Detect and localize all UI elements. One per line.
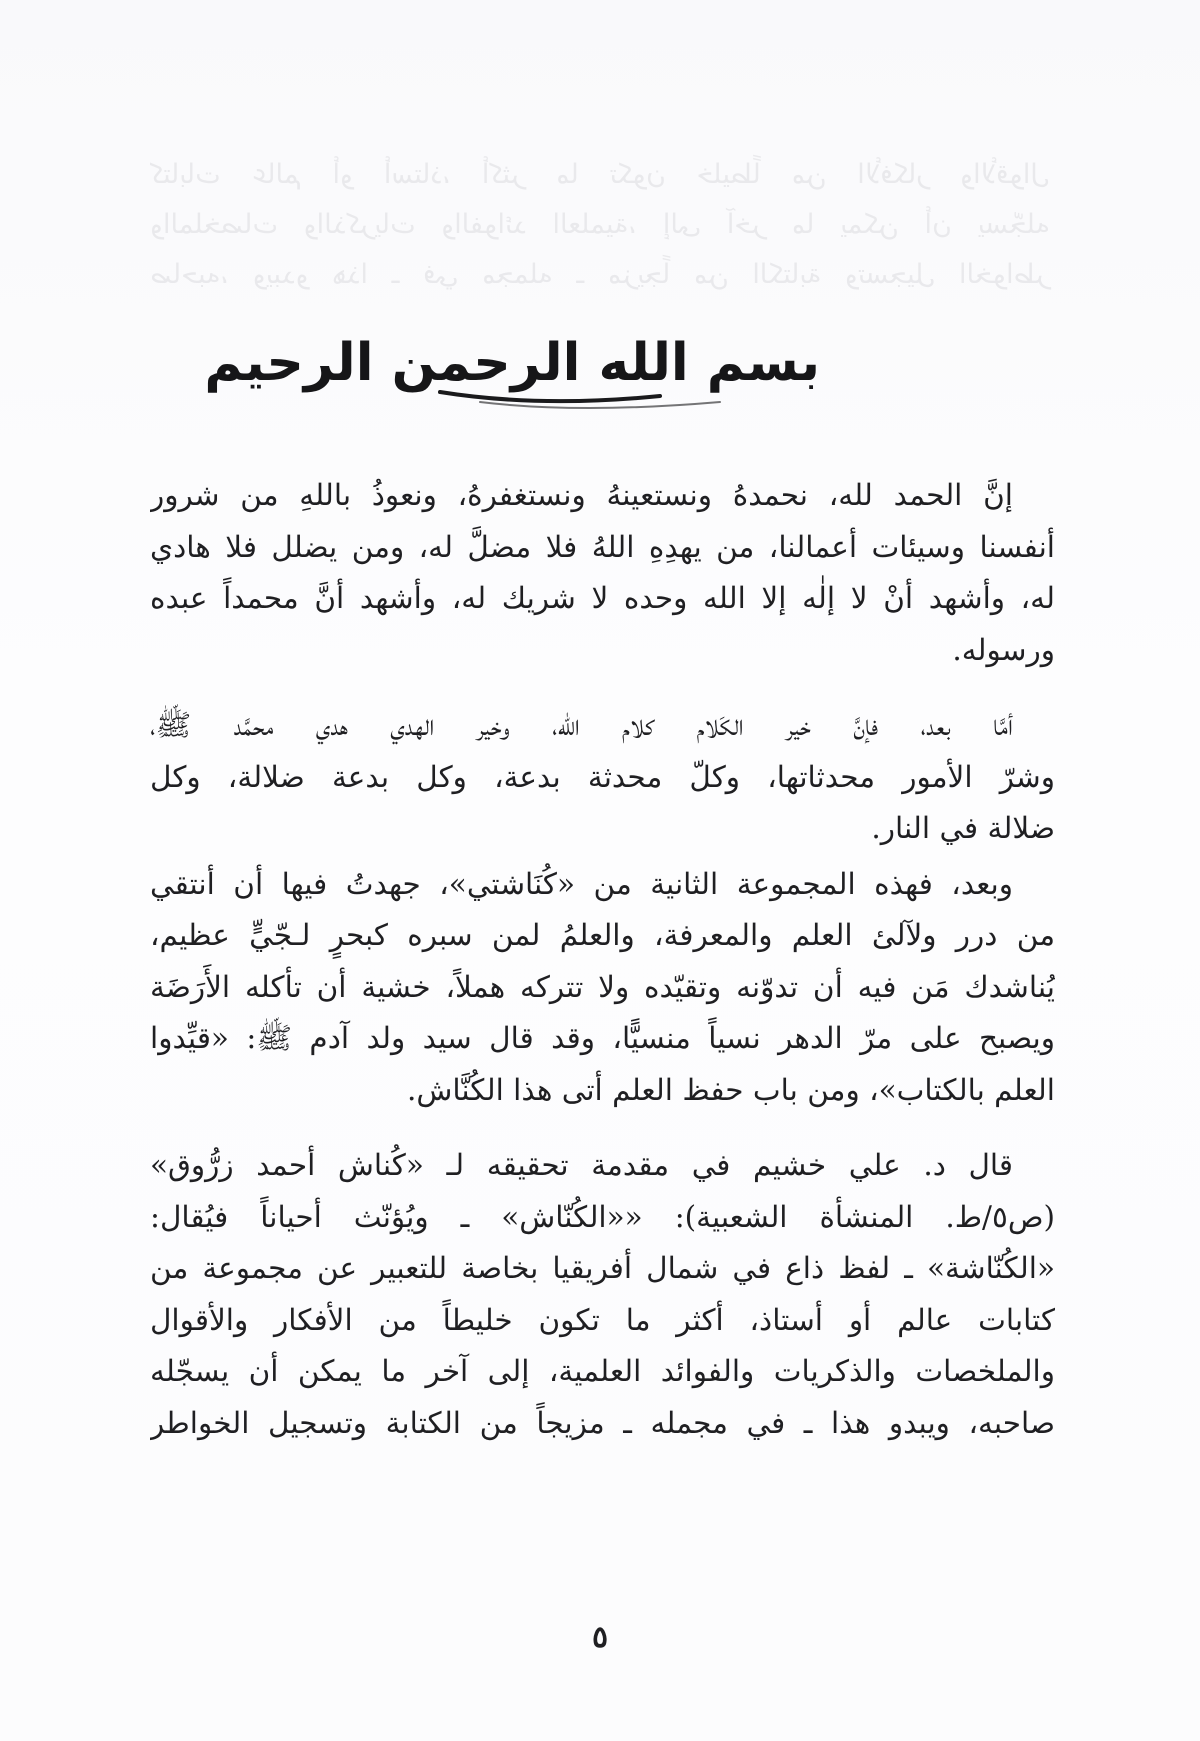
paragraph-opening-praise bbox=[150, 470, 1055, 676]
text-line: كتابات عالم أو أستاذ، أكثر ما تكون خليطاً من الأفكار والأقوال bbox=[150, 1302, 1055, 1337]
text-line: يُناشدك مَن فيه أن تدوّنه وتقيّده ولا تتركه هملاً، خشية أن تأكله الأَرَضَة bbox=[150, 969, 1055, 1004]
paragraph-spacer bbox=[150, 1116, 1055, 1140]
body-text bbox=[150, 470, 1055, 1449]
paragraph-spacer bbox=[150, 676, 1055, 700]
paragraph-amma-bad bbox=[150, 700, 1055, 855]
show-through-line: صاحبه، ويبدو هذا ـ في مجمله ـ مزيجاً من الكتابة وتسجيل الخواطر bbox=[150, 259, 1050, 290]
paragraph-khashim-quote bbox=[150, 1140, 1055, 1449]
text-line: وشرّ الأمور محدثاتها، وكلّ محدثة بدعة، وكل بدعة ضلالة، وكل bbox=[150, 759, 1055, 794]
text-line: والملخصات والذكريات والفوائد العلمية، إلى آخر ما يمكن أن يسجّله bbox=[150, 1354, 1055, 1388]
text-line: (ص٥/ط. المنشأة الشعبية): ««الكُنّاش» ـ ويُؤنّث أحياناً فيُقال: bbox=[150, 1199, 1055, 1234]
paragraph-kunnash-intro bbox=[150, 859, 1055, 1117]
text-line: صاحبه، ويبدو هذا ـ في مجمله ـ مزيجاً من الكتابة وتسجيل الخواطر bbox=[150, 1405, 1055, 1440]
text-line: ضلالة في النار. bbox=[871, 811, 1055, 845]
basmala-text: بسم الله الرحمن الرحيم bbox=[204, 333, 820, 393]
text-line: ويصبح على مرّ الدهر نسياً منسيًّا، وقد قال سيد ولد آدم ﷺ: «قيِّدوا bbox=[150, 1021, 1055, 1055]
text-line: أمَّا بعد، فإنَّ خير الكَلام كلام الله، وخير الهدي هدي محمَّد ﷺ، bbox=[150, 708, 1013, 742]
page-number: ٥ bbox=[591, 1620, 609, 1655]
text-line: قال د. علي خشيم في مقدمة تحقيقه لـ «كُناش أحمد زرُّوق» bbox=[150, 1148, 1013, 1182]
show-through-line: كتابات عالم أو أستاذ، أكثر ما تكون خليطاً من الأفكار والأقوال bbox=[150, 159, 1050, 190]
text-line: له، وأشهد أنْ لا إلٰه إلا الله وحده لا شريك له، وأشهد أنَّ محمداً عبده bbox=[150, 581, 1055, 615]
text-line: إنَّ الحمد لله، نحمدهُ ونستعينهُ ونستغفرهُ، ونعوذُ باللهِ من شرور bbox=[150, 478, 1013, 512]
text-line: وبعد، فهذه المجموعة الثانية من «كُنَاشتي»، جهدتُ فيها أن أنتقي bbox=[150, 866, 1013, 901]
text-line: «الكُنّاشة» ـ لفظ ذاع في شمال أفريقيا بخاصة للتعبير عن مجموعة من bbox=[150, 1251, 1055, 1285]
text-line: العلم بالكتاب»، ومن باب حفظ العلم أتى هذا الكُنَّاش. bbox=[407, 1072, 1055, 1107]
text-line: أنفسنا وسيئات أعمالنا، من يهدِهِ اللهُ فلا مضلَّ له، ومن يضلل فلا هادي bbox=[150, 529, 1055, 564]
basmala-header bbox=[204, 322, 820, 414]
text-line: من درر ولآلئ العلم والمعرفة، والعلمُ لمن سبره كبحرٍ لـجّيٍّ عظيم، bbox=[150, 918, 1055, 952]
show-through-line: والملخصات والذكريات والفوائد العلمية، إلى آخر ما يمكن أن يسجّله bbox=[150, 209, 1050, 240]
text-line: ورسوله. bbox=[952, 632, 1055, 667]
reverse-side-show-through bbox=[150, 150, 1050, 300]
